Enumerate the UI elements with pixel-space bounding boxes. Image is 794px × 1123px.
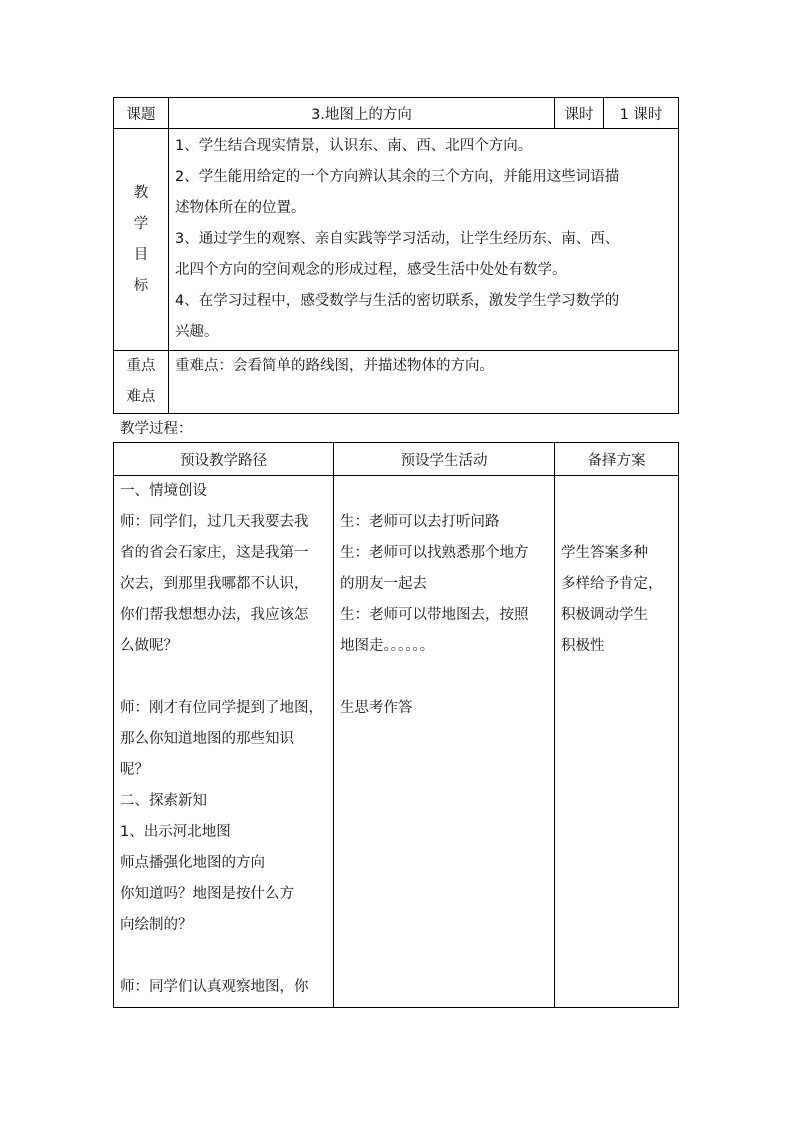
alternative-line: 学生答案多种 xyxy=(561,545,648,561)
student-activity-cell xyxy=(334,476,555,1008)
path-line: 1、出示河北地图 xyxy=(120,824,231,840)
path-line: 呢？ xyxy=(120,762,149,778)
path-line: 省的省会石家庄，这是我第一 xyxy=(120,545,309,561)
topic-label: 课题 xyxy=(114,98,169,129)
path-line-blank xyxy=(114,662,333,693)
activity-line: 生：老师可以找熟悉那个地方 xyxy=(340,545,529,561)
objectives-label xyxy=(114,129,169,351)
alternative-line: 积极调动学生 xyxy=(561,607,648,623)
topic-value: 3.地图上的方向 xyxy=(169,98,555,129)
objective-line: 兴趣。 xyxy=(175,324,219,340)
activity-line-blank xyxy=(334,476,554,507)
path-line: 师：刚才有位同学提到了地图， xyxy=(120,700,323,716)
key-points-row xyxy=(114,351,679,414)
header-alternative-plan: 备择方案 xyxy=(555,443,679,476)
objective-line: 1、学生结合现实情景，认识东、南、西、北四个方向。 xyxy=(175,138,533,154)
objective-line: 北四个方向的空间观念的形成过程，感受生活中处处有数学。 xyxy=(175,262,567,278)
process-body-row xyxy=(114,476,679,1008)
lesson-info-table xyxy=(113,97,679,414)
process-header-row xyxy=(114,443,679,476)
alternative-line-blank xyxy=(555,507,678,538)
header-teaching-path: 预设教学路径 xyxy=(114,443,334,476)
key-points-content xyxy=(169,351,679,414)
activity-line: 生思考作答 xyxy=(340,700,413,716)
objective-line: 4、在学习过程中，感受数学与生活的密切联系，激发学生学习数学的 xyxy=(175,293,620,309)
path-line-blank xyxy=(114,941,333,972)
objectives-label-char: 标 xyxy=(133,277,149,294)
path-line: 二、探索新知 xyxy=(120,793,207,809)
alternative-plan-cell xyxy=(555,476,679,1008)
key-points-text: 重难点：会看简单的路线图，并描述物体的方向。 xyxy=(175,358,494,374)
activity-line: 的朋友一起去 xyxy=(340,576,427,592)
path-line: 向绘制的？ xyxy=(120,917,193,933)
alternative-line: 积极性 xyxy=(561,638,605,654)
path-line: 那么你知道地图的那些知识 xyxy=(120,731,294,747)
objective-line: 述物体所在的位置。 xyxy=(175,200,306,216)
teaching-process-table xyxy=(113,442,679,1008)
path-line: 次去，到那里我哪都不认识， xyxy=(120,576,309,592)
objective-line: 3、通过学生的观察、亲自实践等学习活动，让学生经历东、南、西、 xyxy=(175,231,620,247)
key-points-label-line: 难点 xyxy=(126,389,156,405)
path-line: 你们帮我想想办法，我应该怎 xyxy=(120,607,309,623)
objectives-label-char: 学 xyxy=(133,215,149,232)
objectives-row xyxy=(114,129,679,351)
path-line: 师：同学们认真观察地图，你 xyxy=(120,979,309,995)
lesson-header-row xyxy=(114,98,679,129)
activity-line-blank xyxy=(334,662,554,693)
activity-line: 生：老师可以去打听问路 xyxy=(340,514,500,530)
header-student-activity: 预设学生活动 xyxy=(334,443,555,476)
path-line: 一、情境创设 xyxy=(120,483,207,499)
path-line: 师点播强化地图的方向 xyxy=(120,855,265,871)
path-line: 师：同学们，过几天我要去我 xyxy=(120,514,309,530)
path-line: 你知道吗？地图是按什么方 xyxy=(120,886,294,902)
objectives-label-char: 目 xyxy=(133,246,149,263)
activity-line: 地图走。。。。。。 xyxy=(340,638,435,654)
alternative-line-blank xyxy=(555,476,678,507)
teaching-path-cell xyxy=(114,476,334,1008)
path-line: 么做呢？ xyxy=(120,638,178,654)
objectives-label-char: 教 xyxy=(133,184,149,201)
alternative-line: 多样给予肯定， xyxy=(561,576,663,592)
key-points-label-line: 重点 xyxy=(126,358,156,374)
process-label: 教学过程： xyxy=(120,421,193,437)
objective-line: 2、学生能用给定的一个方向辨认其余的三个方向，并能用这些词语描 xyxy=(175,169,620,185)
objectives-content xyxy=(169,129,679,351)
key-points-label xyxy=(114,351,169,414)
activity-line: 生：老师可以带地图去，按照 xyxy=(340,607,529,623)
period-value: 1 课时 xyxy=(604,98,679,129)
period-label: 课时 xyxy=(555,98,604,129)
